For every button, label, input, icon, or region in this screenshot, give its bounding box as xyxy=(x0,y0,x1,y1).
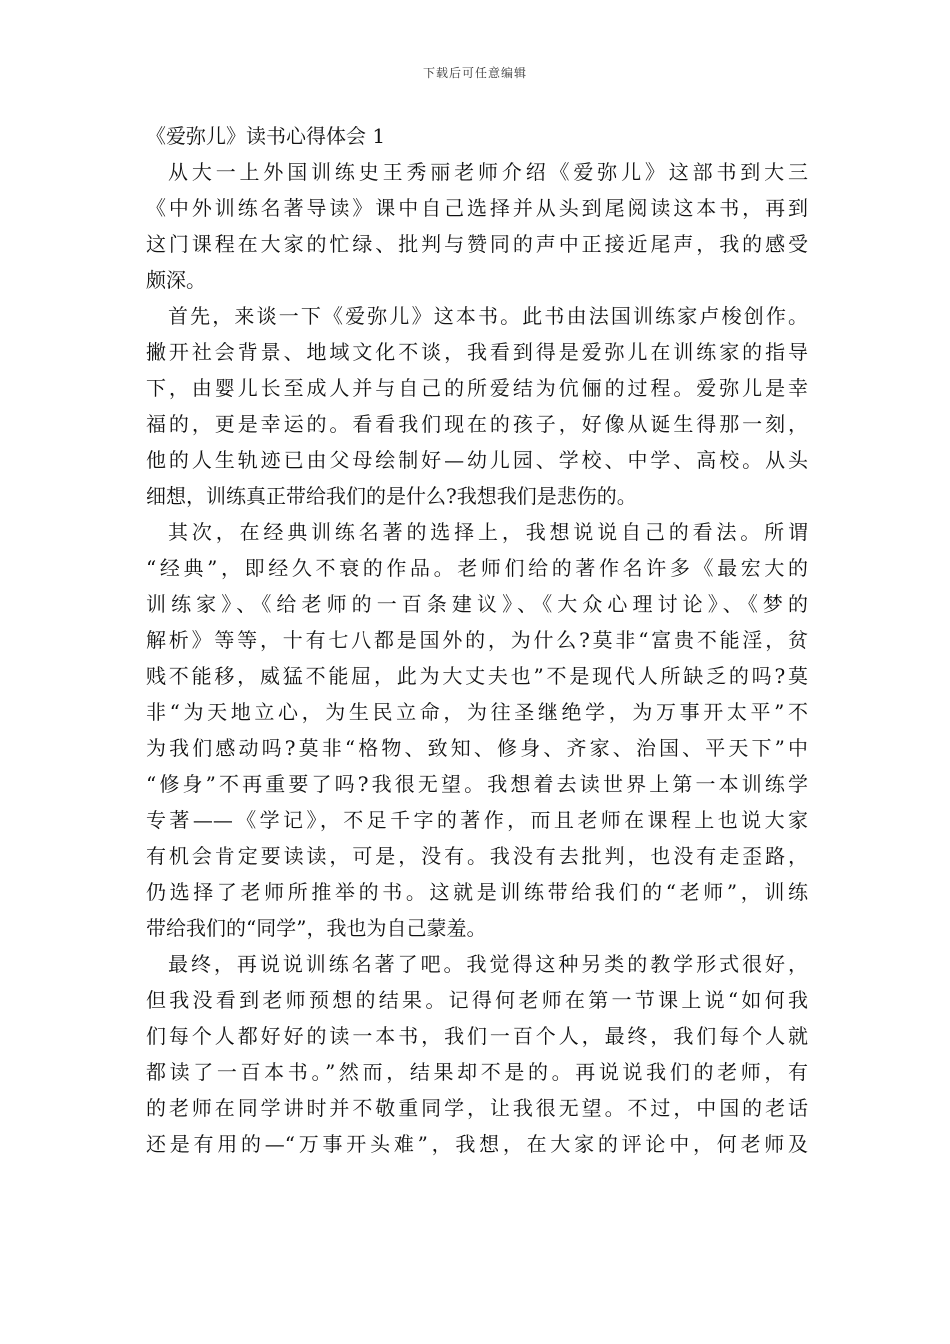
paragraph-4 xyxy=(146,946,808,1162)
text-line: “经典”，即经久不衰的作品。老师们给的著作名许多《最宏大的 xyxy=(146,556,808,580)
text-line: 从大一上外国训练史王秀丽老师介绍《爱弥儿》这部书到大三 xyxy=(168,160,808,184)
text-line: 《中外训练名著导读》课中自己选择并从头到尾阅读这本书，再到 xyxy=(146,196,808,220)
text-line: 解析》等等，十有七八都是国外的，为什么?莫非“富贵不能淫，贫 xyxy=(146,628,808,652)
text-line: 带给我们的“同学”，我也为自己蒙羞。 xyxy=(146,916,487,940)
text-line: 的老师在同学讲时并不敬重同学，让我很无望。不过，中国的老话 xyxy=(146,1096,808,1120)
text-line: 细想，训练真正带给我们的是什么?我想我们是悲伤的。 xyxy=(146,484,637,508)
text-line: 贱不能移，威猛不能屈，此为大丈夫也”不是现代人所缺乏的吗?莫 xyxy=(146,664,808,688)
text-line: 首先，来谈一下《爱弥儿》这本书。此书由法国训练家卢梭创作。 xyxy=(168,304,808,328)
text-line: 其次，在经典训练名著的选择上，我想说说自己的看法。所谓 xyxy=(168,520,808,544)
text-line: 都读了一百本书。”然而，结果却不是的。再说说我们的老师，有 xyxy=(146,1060,808,1084)
text-line: 但我没看到老师预想的结果。记得何老师在第一节课上说“如何我 xyxy=(146,988,808,1012)
text-line: “修身”不再重要了吗?我很无望。我想着去读世界上第一本训练学 xyxy=(146,772,808,796)
text-line: 专著——《学记》，不足千字的著作，而且老师在课程上也说大家 xyxy=(146,808,808,832)
text-line: 这门课程在大家的忙绿、批判与赞同的声中正接近尾声，我的感受 xyxy=(146,232,808,256)
document-body xyxy=(146,118,808,1162)
text-line: 他的人生轨迹已由父母绘制好—幼儿园、学校、中学、高校。从头 xyxy=(146,448,808,472)
text-line: 颇深。 xyxy=(146,268,206,292)
text-line: 最终，再说说训练名著了吧。我觉得这种另类的教学形式很好， xyxy=(168,952,808,976)
paragraph-2 xyxy=(146,298,808,514)
text-line: 还是有用的—“万事开头难”，我想，在大家的评论中，何老师及 xyxy=(146,1132,808,1156)
text-line: 训练家》、《给老师的一百条建议》、《大众心理讨论》、《梦的 xyxy=(146,592,808,616)
text-line: 们每个人都好好的读一本书，我们一百个人，最终，我们每个人就 xyxy=(146,1024,808,1048)
text-line: 非“为天地立心，为生民立命，为往圣继绝学，为万事开太平”不 xyxy=(146,700,808,724)
page-header-note: 下载后可任意编辑 xyxy=(422,66,527,80)
text-line: 福的，更是幸运的。看看我们现在的孩子，好像从诞生得那一刻， xyxy=(146,412,808,436)
text-line: 撇开社会背景、地域文化不谈，我看到得是爱弥儿在训练家的指导 xyxy=(146,340,808,364)
text-line: 有机会肯定要读读，可是，没有。我没有去批判，也没有走歪路， xyxy=(146,844,808,868)
text-line: 下，由婴儿长至成人并与自己的所爱结为伉俪的过程。爱弥儿是幸 xyxy=(146,376,808,400)
text-line: 为我们感动吗?莫非“格物、致知、修身、齐家、治国、平天下”中 xyxy=(146,736,808,760)
paragraph-3 xyxy=(146,514,808,946)
document-title: 《爱弥儿》读书心得体会 1 xyxy=(146,124,386,148)
text-line: 仍选择了老师所推举的书。这就是训练带给我们的“老师”，训练 xyxy=(146,880,808,904)
paragraph-1 xyxy=(146,154,808,298)
